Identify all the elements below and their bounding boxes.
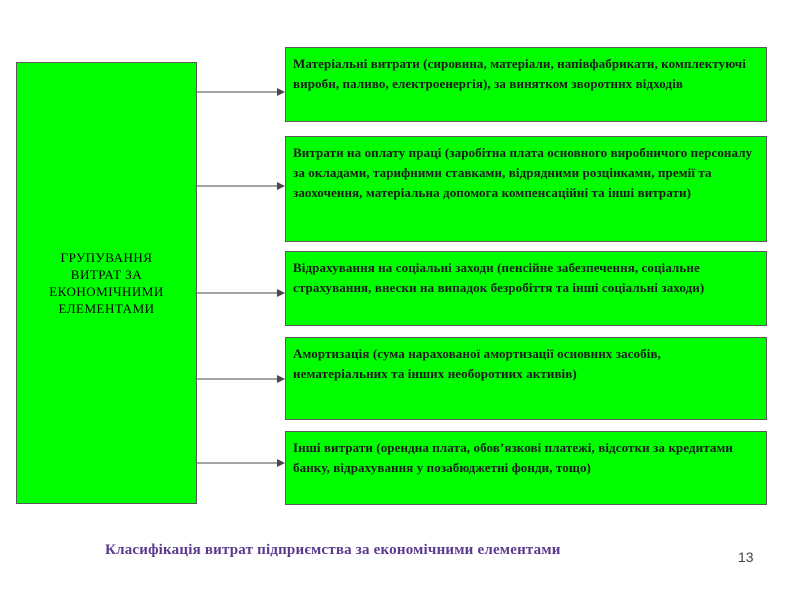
depreciation-box [285,337,767,420]
social-deductions-box [285,251,767,326]
other-costs-text: Інші витрати (орендна плата, обов’язкові платежі, відсотки за кредитами банку, відрахування у позабюджетні фонди, тощо) [293,440,733,475]
other-costs-box [285,431,767,505]
grouping-box [16,62,197,504]
slide-caption: Класифікація витрат підприємства за економічними елементами [105,542,561,558]
material-costs-text: Матеріальні витрати (сировина, матеріали, напівфабрикати, комплектуючі вироби, паливо, електроенергія), за винятком зворотних відходів [293,56,746,91]
grouping-label: ГРУПУВАННЯ ВИТРАТ ЗА ЕКОНОМІЧНИМИ ЕЛЕМЕНТАМИ [49,250,164,316]
page-number: 13 [738,549,754,565]
material-costs-box [285,47,767,122]
labor-costs-box [285,136,767,242]
labor-costs-text: Витрати на оплату праці (заробітна плата основного виробничого персоналу за окладами, тарифними ставками, відрядними розцінками, премії та заохочення, матеріальна допомога компенсаційні та інші витрати) [293,145,753,200]
depreciation-text: Амортизація (сума нарахованої амортизації основних засобів, нематеріальних та інших необоротних активів) [293,346,661,381]
social-deductions-text: Відрахування на соціальні заходи (пенсійне забезпечення, соціальне страхування, внески на випадок безробіття та інші соціальні заходи) [293,260,705,295]
